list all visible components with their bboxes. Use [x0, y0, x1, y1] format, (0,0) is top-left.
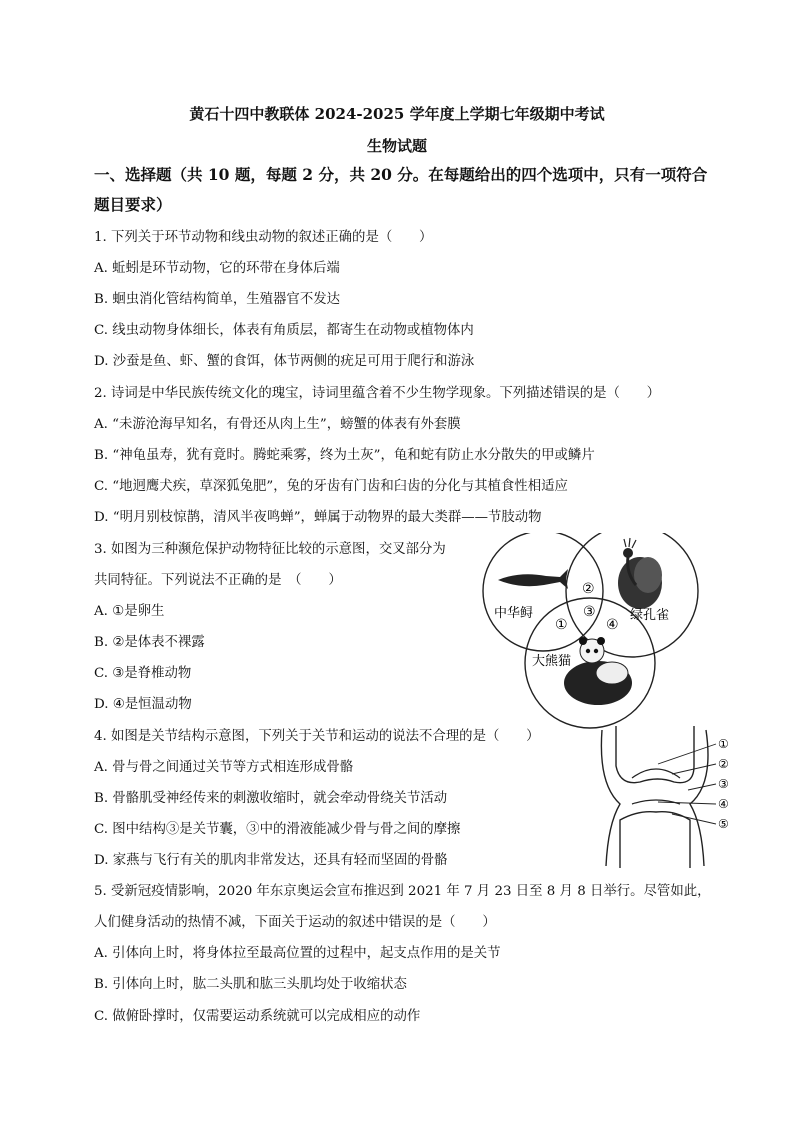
section-heading-line2: 题目要求）: [94, 195, 172, 214]
joint-label-2: ②: [718, 757, 729, 771]
q1-stem: 1. 下列关于环节动物和线虫动物的叙述正确的是（ ）: [94, 230, 433, 245]
sturgeon-icon: [498, 569, 568, 589]
q3-stem-line1: 3. 如图为三种濒危保护动物特征比较的示意图，交叉部分为: [94, 542, 446, 557]
q4-option-b: B. 骨骼肌受神经传来的刺激收缩时，就会牵动骨绕关节活动: [94, 791, 448, 806]
panda-icon: [564, 637, 632, 705]
upper-bone: [616, 726, 694, 783]
joint-capsule-left: [601, 730, 620, 866]
q2-option-d: D. “明月别枝惊鹊，清风半夜鸣蝉”，蝉属于动物界的最大类群——节肢动物: [94, 510, 542, 525]
joint-capsule-right: [690, 730, 708, 866]
q1-option-d: D. 沙蚕是鱼、虾、蟹的食饵，体节两侧的疣足可用于爬行和游泳: [94, 354, 475, 369]
q4-stem: 4. 如图是关节结构示意图，下列关于关节和运动的说法不合理的是（ ）: [94, 729, 540, 744]
q3-option-d: D. ④是恒温动物: [94, 697, 192, 712]
venn-label-panda: 大熊猫: [532, 654, 572, 669]
q5-stem-line1: 5. 受新冠疫情影响，2020 年东京奥运会宣布推迟到 2021 年 7 月 23 日至 8 月 8 日举行。尽管如此，: [94, 884, 711, 899]
joint-label-1: ①: [718, 737, 729, 751]
q1-option-a: A. 蚯蚓是环节动物，它的环带在身体后端: [94, 261, 340, 276]
section-heading: [94, 160, 714, 220]
joint-structure-figure: [598, 724, 738, 870]
venn-diagram-figure: [480, 533, 702, 733]
venn-region-4: ④: [606, 617, 619, 633]
lower-bone: [620, 812, 690, 868]
venn-region-1: ①: [555, 617, 568, 633]
venn-region-3: ③: [583, 604, 596, 620]
exam-title: 黄石十四中教联体 2024-2025 学年度上学期七年级期中考试: [189, 105, 605, 123]
q2-option-b: B. “神龟虽寿，犹有竟时。腾蛇乘雾，终为土灰”，龟和蛇有防止水分散失的甲或鳞片: [94, 448, 595, 463]
joint-label-4: ④: [718, 797, 729, 811]
section-heading-line1: 一、选择题（共 10 题，每题 2 分，共 20 分。在每题给出的四个选项中，只有一项符合: [94, 165, 708, 184]
q3-stem-line2: 共同特征。下列说法不正确的是 （ ）: [94, 573, 342, 588]
venn-region-2: ②: [582, 581, 595, 597]
q4-option-d: D. 家燕与飞行有关的肌肉非常发达，还具有轻而坚固的骨骼: [94, 853, 448, 868]
q1-option-b: B. 蛔虫消化管结构简单，生殖器官不发达: [94, 292, 340, 307]
joint-label-5: ⑤: [718, 817, 729, 831]
q4-option-a: A. 骨与骨之间通过关节等方式相连形成骨骼: [94, 760, 354, 775]
venn-label-sturgeon: 中华鲟: [494, 606, 534, 621]
q5-option-a: A. 引体向上时，将身体拉至最高位置的过程中，起支点作用的是关节: [94, 946, 501, 961]
q3-option-c: C. ③是脊椎动物: [94, 666, 192, 681]
q1-option-c: C. 线虫动物身体细长，体表有角质层，都寄生在动物或植物体内: [94, 323, 474, 338]
joint-socket: [632, 800, 680, 804]
q5-stem-line2: 人们健身活动的热情不减，下面关于运动的叙述中错误的是（ ）: [94, 915, 496, 930]
venn-label-peacock: 绿孔雀: [630, 608, 670, 623]
q3-option-a: A. ①是卵生: [94, 604, 165, 619]
exam-subject: 生物试题: [366, 137, 427, 155]
q2-option-c: C. “地迥鹰犬疾，草深狐兔肥”，兔的牙齿有门齿和臼齿的分化与其植食性相适应: [94, 479, 568, 494]
peacock-icon: [618, 538, 662, 609]
q5-option-c: C. 做俯卧撑时，仅需要运动系统就可以完成相应的动作: [94, 1009, 421, 1024]
q2-option-a: A. “未游沧海早知名，有骨还从肉上生”，螃蟹的体表有外套膜: [94, 417, 461, 432]
q2-stem: 2. 诗词是中华民族传统文化的瑰宝，诗词里蕴含着不少生物学现象。下列描述错误的是（ ）: [94, 386, 661, 401]
joint-label-3: ③: [718, 777, 729, 791]
q5-option-b: B. 引体向上时，肱二头肌和肱三头肌均处于收缩状态: [94, 977, 407, 992]
q4-option-c: C. 图中结构③是关节囊，③中的滑液能减少骨与骨之间的摩擦: [94, 822, 461, 837]
q3-option-b: B. ②是体表不裸露: [94, 635, 205, 650]
